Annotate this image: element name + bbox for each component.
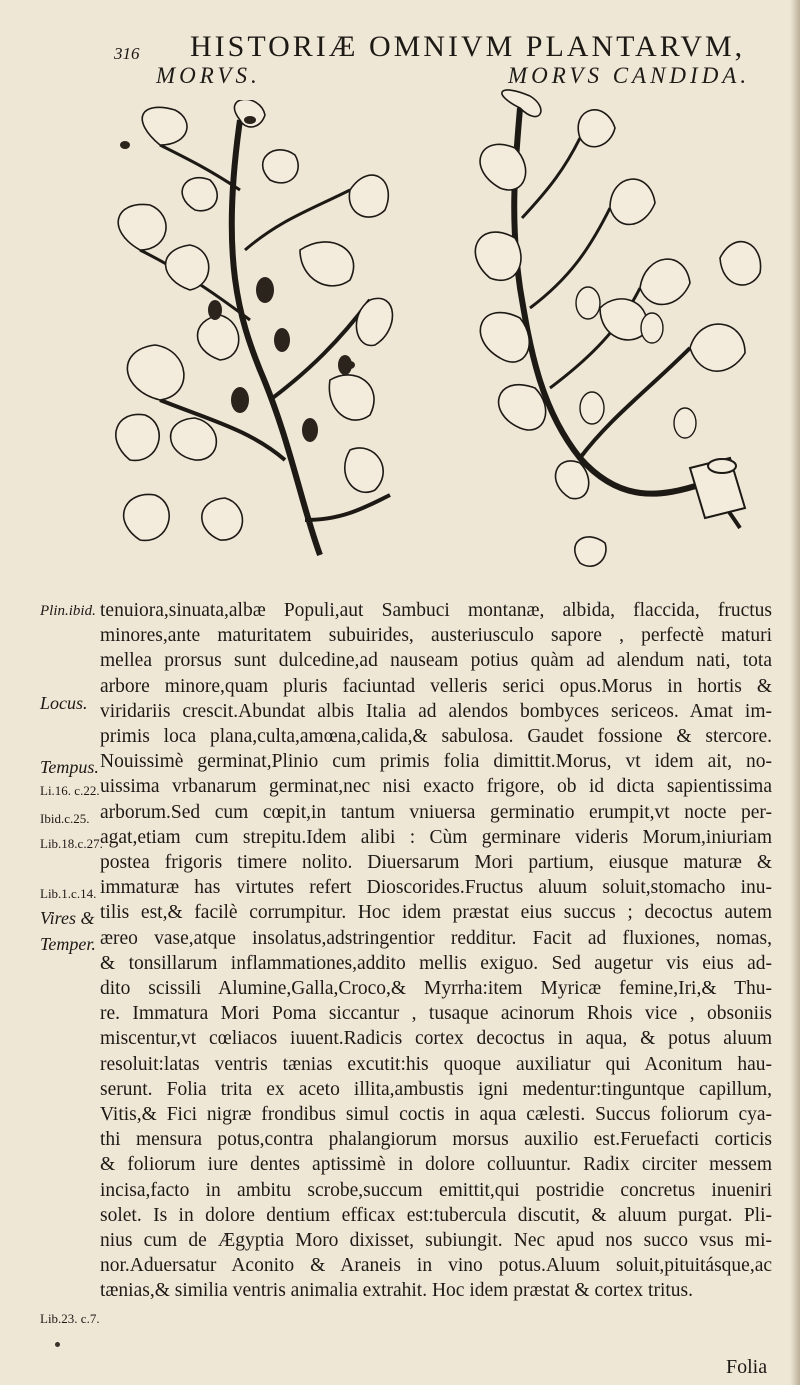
text-line: primis loca plana,culta,amœna,calida,& sabulosa. Gaudet fossione & stercore.	[100, 726, 772, 748]
mulberry-branch-illustration	[100, 100, 400, 565]
text-line: & tonsillarum inflammationes,addito mellis exiguo. Sed augetur vis eius ad-	[100, 952, 772, 974]
margin-note-li16: Li.16. c.22.	[40, 783, 100, 798]
caption-morus-candida: MORVS CANDIDA.	[508, 63, 751, 88]
text-line: arbore minore,quam pluris faciuntad velleris serici opus.Morus in hortis &	[100, 675, 772, 697]
text-line: dito scissili Alumine,Galla,Croco,& Myrrha:item Myricæ femine,Iri,& Thu-	[100, 978, 772, 1000]
text-line: immaturæ has virtutes refert Dioscorides.Fructus aluum soluit,stomacho inu-	[100, 877, 772, 899]
text-line: nor.Aduersatur Aconito & Araneis in vino potus.Aluum soluit,pituitásque,ac	[100, 1255, 772, 1277]
text-line: viridariis crescit.Abundat albis Italia ad alendos bombyces sericeos. Amat im-	[100, 700, 772, 722]
text-line: resoluit:latas ventris tænias excutit:his quoque auxiliatur qui Aconitum hau-	[100, 1053, 772, 1075]
text-line: tænias,& similia ventris animalia extrahit. Hoc idem præstat & cortex tritus.	[100, 1280, 694, 1302]
text-line: solet. Is in dolore dentium efficax est:tubercula discutit, & aluum purgat. Pli-	[100, 1204, 772, 1226]
text-line: arborum.Sed cum cœpit,in tantum vniuersa germinatio erumpit,vt nocte per-	[100, 801, 772, 823]
text-line: serunt. Folia trita ex aceto illita,ambustis igni medentur:tinguntque capillum,	[100, 1078, 772, 1100]
text-line: Vitis,& Fici nigræ frondibus simul coctis in aqua cælesti. Succus foliorum cya-	[100, 1104, 772, 1126]
margin-note-plin-ibid: Plin.ibid.	[40, 603, 96, 619]
text-line: Nouissimè germinat,Plinio cum primis folia dimittit.Morus, vt idem ait, no-	[100, 751, 772, 773]
text-line: minores,ante maturitatem subuirides, austeriusculo sapore , perfectè maturi	[100, 625, 772, 647]
body-text	[100, 598, 772, 1304]
text-line: nius cum de Ægyptia Moro dixisset, subiungit. Nec apud nos succo vsus mi-	[100, 1230, 772, 1252]
text-line: tilis est,& facilè corrumpitur. Hoc idem præstat eius succus ; decoctus autem	[100, 902, 772, 924]
text-line: thi mensura potus,contra phalangiorum morsus auxilio est.Feruefacti corticis	[100, 1129, 772, 1151]
running-head: HISTORIÆ OMNIVM PLANTARVM,	[190, 30, 746, 63]
white-mulberry-branch-illustration	[460, 88, 770, 578]
margin-note-ibid-c25: Ibid.c.25.	[40, 811, 90, 826]
page-number: 316	[114, 44, 140, 63]
text-line: incisa,facto in ambitu scrobe,succum emittit,qui postridie concretus inueniri	[100, 1179, 772, 1201]
margin-note-tempus: Tempus.	[40, 757, 99, 777]
text-line: æreo vase,atque insolatus,adstringentior redditur. Facit ad fluxiones, nomas,	[100, 927, 772, 949]
text-line: uissima vrbanarum germinat,nec nisi exacto frigore, ob id dicta sapientissima	[100, 776, 772, 798]
text-line: mellea prorsus sunt dulcedine,ad nauseam potius quàm ad alendum nati, tota	[100, 650, 772, 672]
text-line: postea frigoris timere nolito. Diuersarum Mori partium, eiusque maturæ &	[100, 852, 772, 874]
ink-dot	[55, 1342, 60, 1347]
catchword: Folia	[726, 1356, 768, 1378]
margin-note-lib18: Lib.18.c.27.	[40, 836, 103, 851]
page-edge-shadow	[790, 0, 800, 1385]
margin-note-lib23: Lib.23. c.7.	[40, 1311, 100, 1326]
text-line: re. Immatura Mori Poma siccantur , tusaque acinorum Rhois vice , obsoniis	[100, 1003, 772, 1025]
text-line: agat,etiam cum strepitu.Idem alibi : Cùm germinare videris Morum,iniuriam	[100, 826, 772, 848]
text-line: tenuiora,sinuata,albæ Populi,aut Sambuci montanæ, albida, flaccida, fructus	[100, 600, 772, 621]
margin-note-temper: Temper.	[40, 934, 96, 954]
margin-note-locus: Locus.	[40, 693, 88, 713]
caption-morus: MORVS.	[156, 63, 261, 88]
margin-note-lib1: Lib.1.c.14.	[40, 886, 97, 901]
margin-note-vires: Vires &	[40, 908, 95, 928]
text-line: & foliorum iure dentes aptissimè in dolore colluuntur. Radix circiter messem	[100, 1154, 772, 1176]
text-line: miscentur,vt cœliacos iuuent.Radicis cortex decoctus in aqua, & potus aluum	[100, 1028, 772, 1050]
